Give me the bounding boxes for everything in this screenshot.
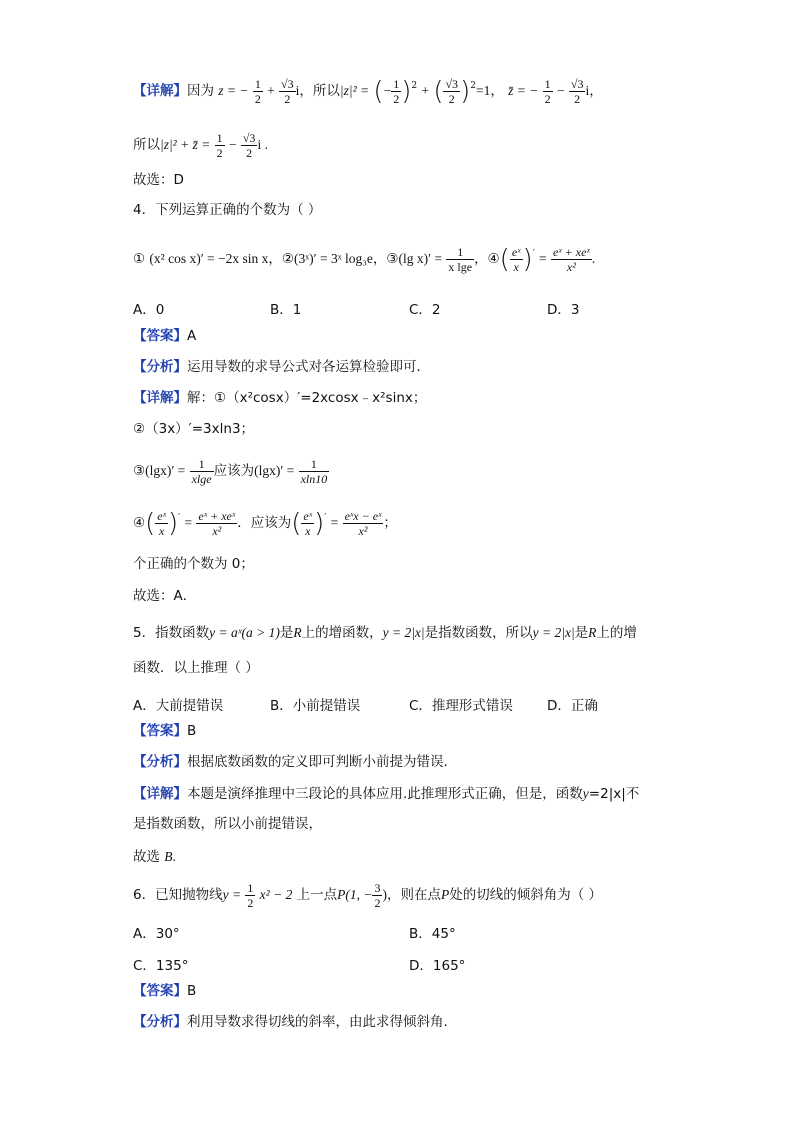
detail-tag: 【详解】: [133, 83, 187, 99]
detail-step-6: 故选：A．: [133, 588, 197, 604]
option-c: C．2: [409, 302, 441, 318]
detail-step-2: ②（3x）′=3xln3；: [133, 421, 255, 437]
detail-line-3: 故选 B.: [133, 849, 176, 865]
option-a: A．0: [133, 302, 165, 318]
option-b: B．1: [270, 302, 302, 318]
analysis-line: 【分析】根据底数函数的定义即可判断小前提为错误.: [133, 754, 448, 770]
option-c: C．推理形式错误: [409, 698, 513, 714]
answer-line: 【答案】A: [133, 328, 197, 344]
detail-line-1: 【详解】因为 z = − $\frac{1}{2}$ + $\frac{√3}{2}$ i，所以|z|² = (− $\frac{1}{2}$ )$^2$ + ( $\frac{√3}{2}$ )$^2$=1， z̄ = − $\frac{1}{2}$ − $\frac{√3}{2}$ i，: [133, 76, 603, 107]
answer-choice-line: 故选：D: [133, 172, 184, 188]
detail-line: 【详解】本题是演绎推理中三段论的具体应用.此推理形式正确，但是，函数y=2|x|不: [133, 786, 640, 802]
detail-step-4: ④( $\frac{\text{eˣ}}{x}$ )′ = $\frac{\text{eˣ + xeˣ}}{\text{x²}}$ ．应该为( $\frac{\text{eˣ}}{x}$ )′ = $\frac{\text{eˣx − eˣ}}{\text{x²}}$ ；: [133, 508, 397, 539]
detail-line-2: 所以|z|² + z̄ = $\frac{1}{2}$ − $\frac{√3}{2}$ i .: [133, 131, 268, 160]
detail-step-3: ③(lgx)′ = $\frac{1}{xlge}$ 应该为(lgx)′ = $\frac{1}{xln10}$: [133, 457, 328, 486]
option-d: D．正确: [547, 698, 598, 714]
question-6-stem: 6．已知抛物线y = $\frac{1}{2}$ x² − 2 上一点P(1, − $\frac{3}{2}$ )，则在点P处的切线的倾斜角为（ ）: [133, 881, 603, 910]
fraction: $\frac{1}{2}$: [254, 77, 261, 106]
question-5-stem-line-1: 5．指数函数y = aˣ(a > 1)是R上的增函数，y = 2|x|是指数函数，所以y = 2|x|是R上的增: [133, 625, 637, 641]
option-a: A．大前提错误: [133, 698, 224, 714]
fraction: $\frac{√3}{2}$: [281, 77, 294, 106]
detail-line-2: 是指数函数，所以小前提错误，: [133, 816, 322, 832]
question-5-stem-line-2: 函数．以上推理（ ）: [133, 660, 259, 676]
option-d: D．165°: [409, 958, 466, 974]
option-a: A．30°: [133, 926, 180, 942]
option-b: B．小前提错误: [270, 698, 361, 714]
option-b: B．45°: [409, 926, 456, 942]
answer-line: 【答案】B: [133, 723, 197, 739]
question-4-expressions: ① (x² cos x)′ = −2x sin x，②(3ˣ)′ = 3ˣ log₃e，③(lg x)′ = $\frac{1}{\text{x lge}}$ ，④( $\frac{\text{eˣ}}{x}$ )′ = $\frac{\text{eˣ + xeˣ}}{\text{x²}}$ .: [133, 244, 596, 275]
option-c: C．135°: [133, 958, 189, 974]
analysis-line: 【分析】运用导数的求导公式对各运算检验即可．: [133, 359, 430, 375]
detail-step-5: 个正确的个数为 0；: [133, 556, 254, 572]
answer-line: 【答案】B: [133, 983, 197, 999]
question-4-stem: 4．下列运算正确的个数为（ ）: [133, 202, 322, 218]
option-d: D．3: [547, 302, 580, 318]
analysis-line: 【分析】利用导数求得切线的斜率，由此求得倾斜角.: [133, 1014, 448, 1030]
detail-line: 【详解】解：①（x²cosx）′=2xcosx﹣x²sinx；: [133, 390, 427, 406]
